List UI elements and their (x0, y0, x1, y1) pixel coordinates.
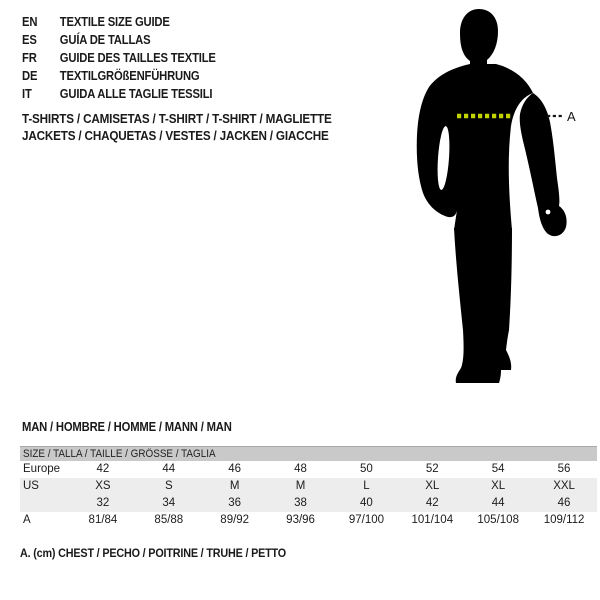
language-name: TEXTILE SIZE GUIDE (59, 15, 170, 29)
language-list (22, 13, 237, 103)
size-value: L (363, 480, 370, 492)
size-value: 42 (425, 497, 439, 509)
language-name: GUÍA DE TALLAS (59, 33, 151, 47)
table-row-numeric (20, 495, 597, 512)
size-value: 42 (96, 463, 110, 475)
size-value: XS (95, 480, 111, 492)
man-silhouette-figure (400, 0, 600, 400)
size-value: 56 (557, 463, 571, 475)
language-code: IT (22, 87, 32, 101)
table-row-chest-a (20, 512, 597, 529)
size-value: XXL (553, 480, 575, 492)
size-value: 46 (228, 463, 242, 475)
language-row (22, 49, 216, 67)
size-value: 38 (294, 497, 307, 509)
size-value: S (164, 480, 173, 492)
size-value: XL (425, 480, 440, 492)
row-label: Europe (23, 463, 61, 475)
size-value: 109/112 (543, 514, 585, 526)
language-row (22, 31, 216, 49)
size-value: 50 (360, 463, 373, 475)
language-name: GUIDA ALLE TAGLIE TESSILI (59, 87, 213, 101)
table-row-us (20, 478, 597, 495)
language-code: ES (22, 33, 37, 47)
language-code: FR (22, 51, 37, 65)
language-row (22, 85, 216, 103)
size-value: 36 (228, 497, 242, 509)
language-name: TEXTILGRÖßENFÜHRUNG (59, 69, 200, 83)
size-value: M (229, 480, 240, 492)
size-value: 46 (557, 497, 571, 509)
size-value: 34 (162, 497, 176, 509)
language-code: DE (22, 69, 38, 83)
size-table (20, 446, 597, 529)
language-name: GUIDE DES TAILLES TEXTILE (59, 51, 216, 65)
size-value: 105/108 (477, 514, 519, 526)
size-value: 97/100 (348, 514, 385, 526)
size-value: 101/104 (411, 514, 454, 526)
product-line-tshirts: T-SHIRTS / CAMISETAS / T-SHIRT / T-SHIRT / MAGLIETTE (22, 111, 332, 126)
size-value: 81/84 (88, 514, 118, 526)
measure-label-a: A (567, 109, 576, 124)
size-value: 44 (491, 497, 505, 509)
size-value: 52 (425, 463, 439, 475)
size-value: XL (491, 480, 506, 492)
thumb-notch (546, 210, 551, 215)
size-value: 93/96 (286, 514, 315, 526)
size-value: 32 (96, 497, 110, 509)
size-table-header (20, 446, 597, 461)
row-label: A (23, 514, 31, 526)
table-row-europe (20, 461, 597, 478)
footnote-chest: A. (cm) CHEST / PECHO / POITRINE / TRUHE / PETTO (20, 546, 286, 560)
product-types (22, 110, 366, 144)
size-value: M (295, 480, 306, 492)
man-silhouette (417, 9, 567, 383)
size-value: 40 (360, 497, 373, 509)
language-code: EN (22, 15, 38, 29)
row-label (20, 495, 70, 512)
size-value: 48 (294, 463, 307, 475)
size-value: 54 (491, 463, 505, 475)
row-label: US (23, 480, 39, 492)
size-value: 85/88 (154, 514, 184, 526)
language-row (22, 67, 216, 85)
size-value: 89/92 (220, 514, 250, 526)
product-line-jackets: JACKETS / CHAQUETAS / VESTES / JACKEN / GIACCHE (22, 128, 329, 143)
language-row (22, 13, 216, 31)
size-value: 44 (162, 463, 176, 475)
size-table-header-label: SIZE / TALLA / TAILLE / GRÖSSE / TAGLIA (23, 448, 216, 460)
section-title-man: MAN / HOMBRE / HOMME / MANN / MAN (22, 420, 232, 434)
